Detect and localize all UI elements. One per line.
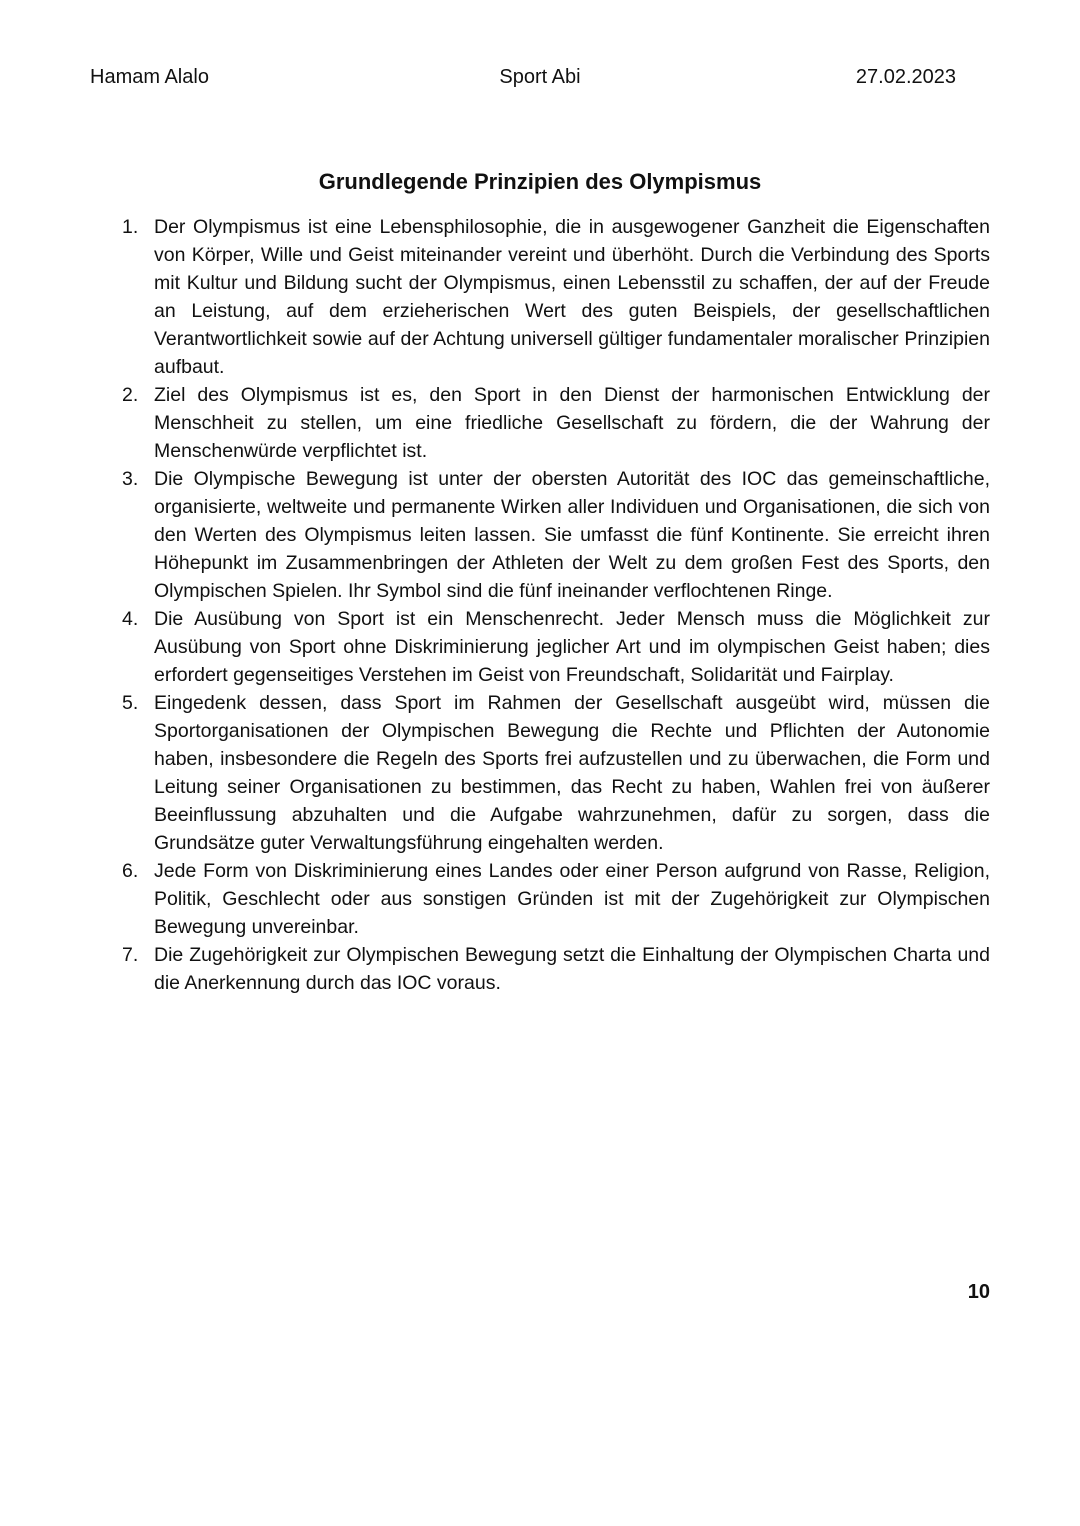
list-item (118, 689, 990, 857)
page-header (0, 62, 1080, 92)
principles-list (118, 213, 990, 997)
list-item-text: Ziel des Olympismus ist es, den Sport in den Dienst der harmonischen Entwicklung der Menschheit zu stellen, um eine friedliche Gesellschaft zu fördern, die der Wahrung der Menschenwürde verpflichtet ist. (154, 384, 990, 462)
list-item-number: 3. (122, 468, 139, 490)
list-item-text: Die Ausübung von Sport ist ein Menschenrecht. Jeder Mensch muss die Möglichkeit zur Ausübung von Sport ohne Diskriminierung jeglicher Art und im olympischen Geist haben; dies erfordert gegenseitiges Verstehen im Geist von Freundschaft, Solidarität und Fairplay. (154, 608, 990, 686)
list-item (118, 213, 990, 381)
document-title: Grundlegende Prinzipien des Olympismus (318, 169, 762, 194)
list-item (118, 857, 990, 941)
list-item (118, 941, 990, 997)
list-item-number: 7. (122, 944, 139, 966)
list-item-text: Die Olympische Bewegung ist unter der obersten Autorität des IOC das gemeinschaftliche, organisierte, weltweite und permanente Wirken aller Individuen und Organisationen, die sich von den Werten des Olympismus leiten lassen. Sie umfasst die fünf Kontinente. Sie erreicht ihren Höhepunkt im Zusammenbringen der Athleten der Welt zu dem großen Fest des Sports, den Olympischen Spielen. Ihr Symbol sind die fünf ineinander verflochtenen Ringe. (154, 468, 990, 602)
list-item-number: 2. (122, 384, 139, 406)
list-item-text: Die Zugehörigkeit zur Olympischen Bewegung setzt die Einhaltung der Olympischen Charta und die Anerkennung durch das IOC voraus. (154, 944, 990, 994)
list-item-number: 4. (122, 608, 139, 630)
list-item (118, 381, 990, 465)
list-item-number: 6. (122, 860, 139, 882)
list-item-text: Der Olympismus ist eine Lebensphilosophie, die in ausgewogener Ganzheit die Eigenschaften von Körper, Wille und Geist miteinander vereint und überhöht. Durch die Verbindung des Sports mit Kultur und Bildung sucht der Olympismus, einen Lebensstil zu schaffen, der auf der Freude an Leistung, auf dem erzieherischen Wert des guten Beispiels, der gesellschaftlichen Verantwortlichkeit sowie auf der Achtung universell gültiger fundamentaler moralischer Prinzipien aufbaut. (154, 216, 990, 378)
page-number: 10 (967, 1281, 990, 1303)
list-item-text: Eingedenk dessen, dass Sport im Rahmen der Gesellschaft ausgeübt wird, müssen die Sportorganisationen der Olympischen Bewegung die Rechte und Pflichten der Autonomie haben, insbesondere die Regeln des Sports frei aufzustellen und zu überwachen, die Form und Leitung seiner Organisationen zu bestimmen, das Recht zu haben, Wahlen frei von äußerer Beeinflussung abzuhalten und die Aufgabe wahrzunehmen, dafür zu sorgen, dass die Grundsätze guter Verwaltungsführung eingehalten werden. (154, 692, 990, 854)
header-date: 27.02.2023 (855, 66, 956, 88)
header-subject: Sport Abi (499, 66, 581, 88)
list-item-number: 1. (122, 216, 139, 238)
list-item (118, 465, 990, 605)
header-author: Hamam Alalo (90, 66, 209, 88)
list-item-text: Jede Form von Diskriminierung eines Landes oder einer Person aufgrund von Rasse, Religion, Politik, Geschlecht oder aus sonstigen Gründen ist mit der Zugehörigkeit zur Olympischen Bewegung unvereinbar. (154, 860, 990, 938)
list-item (118, 605, 990, 689)
list-item-number: 5. (122, 692, 139, 714)
